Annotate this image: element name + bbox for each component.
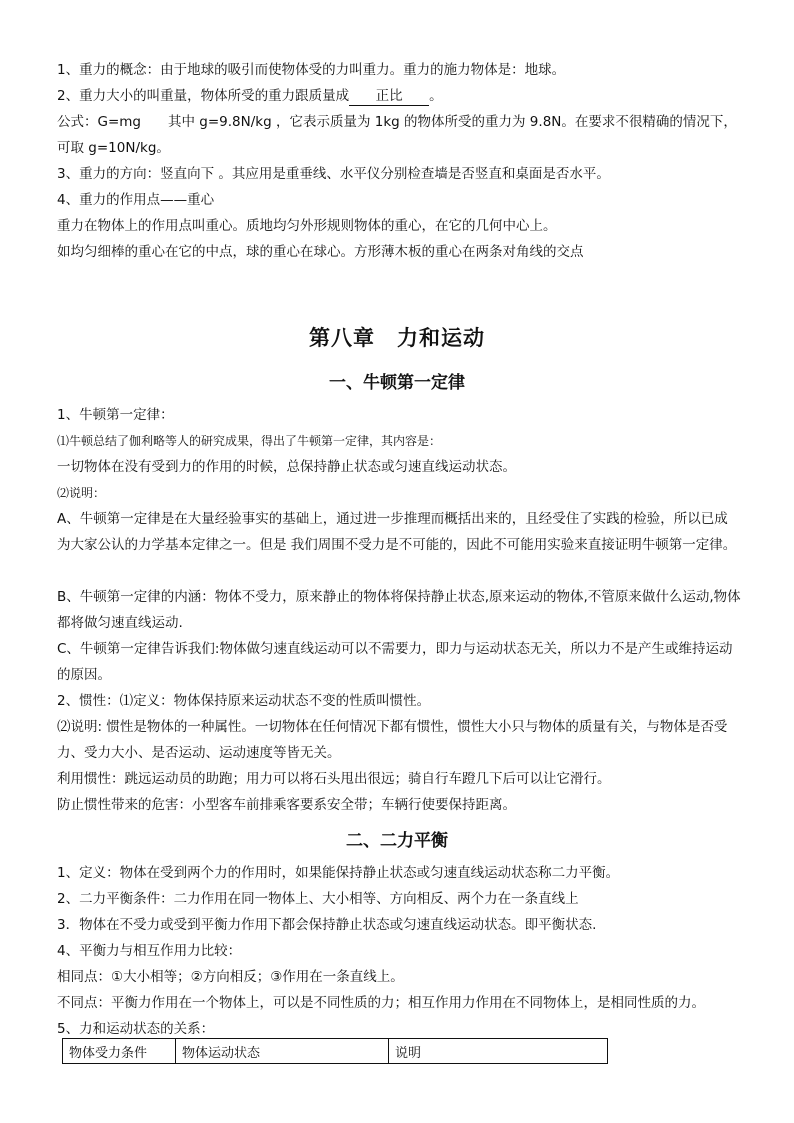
section-title-newton: 一、牛顿第一定律 xyxy=(329,373,465,393)
table-header-cell: 物体运动状态 xyxy=(176,1039,389,1064)
balance-differences: 不同点：平衡力作用在一个物体上，可以是不同性质的力；相互作用力作用在不同物体上，是相同性质的力。 xyxy=(57,995,705,1011)
fill-blank-answer: 正比 xyxy=(349,87,429,106)
gravity-concept: 1、重力的概念：由于地球的吸引而使物体受的力叫重力。重力的施力物体是：地球。 xyxy=(57,62,566,78)
inertia-prevention: 防止惯性带来的危害：小型客车前排乘客要系安全带；车辆行使要保持距离。 xyxy=(57,797,516,813)
force-motion-heading: 5、力和运动状态的关系： xyxy=(57,1021,215,1037)
table-header-cell: 物体受力条件 xyxy=(63,1039,176,1064)
balance-conditions: 2、二力平衡条件：二力作用在同一物体上、大小相等、方向相反、两个力在一条直线上 xyxy=(57,891,579,907)
inertia-use: 利用惯性：跳远运动员的助跑；用力可以将石头甩出很远；骑自行车蹬几下后可以让它滑行。 xyxy=(57,771,611,787)
table-header-row xyxy=(63,1039,608,1064)
force-motion-table xyxy=(62,1038,608,1064)
balance-definition: 1、定义：物体在受到两个力的作用时，如果能保持静止状态或匀速直线运动状态称二力平衡。 xyxy=(57,865,620,881)
balance-state: 3．物体在不受力或受到平衡力作用下都会保持静止状态或匀速直线运动状态。即平衡状态. xyxy=(57,917,597,933)
newton-law-note-heading: ⑵说明： xyxy=(57,486,106,500)
balance-similarities: 相同点：①大小相等；②方向相反；③作用在一条直线上。 xyxy=(57,969,404,985)
newton-law-intro: ⑴牛顿总结了伽利略等人的研究成果，得出了牛顿第一定律，其内容是： xyxy=(57,434,442,448)
gravity-center-heading: 4、重力的作用点——重心 xyxy=(57,192,215,208)
gravity-magnitude xyxy=(57,83,741,109)
chapter-title: 第八章 力和运动 xyxy=(309,325,485,350)
newton-law-note-c: C、牛顿第一定律告诉我们:物体做匀速直线运动可以不需要力，即力与运动状态无关，所以力不是产生或维持运动的原因。 xyxy=(57,641,733,683)
gravity-magnitude-end: 。 xyxy=(429,88,443,104)
newton-law-heading: 1、牛顿第一定律： xyxy=(57,407,174,423)
gravity-formula: 公式：G=mg 其中 g=9.8N/kg ，它表示质量为 1kg 的物体所受的重力为 9.8N。在要求不很精确的情况下，可取 g=10N/kg。 xyxy=(57,114,737,156)
inertia-definition: 2、惯性：⑴定义：物体保持原来运动状态不变的性质叫惯性。 xyxy=(57,693,431,709)
balance-compare-heading: 4、平衡力与相互作用力比较： xyxy=(57,943,242,959)
gravity-center-definition: 重力在物体上的作用点叫重心。质地均匀外形规则物体的重心，在它的几何中心上。 xyxy=(57,218,557,234)
gravity-magnitude-text: 2、重力大小的叫重量，物体所受的重力跟质量成 xyxy=(57,88,350,104)
newton-law-note-b: B、牛顿第一定律的内涵：物体不受力，原来静止的物体将保持静止状态,原来运动的物体,不管原来做什么运动,物体都将做匀速直线运动. xyxy=(57,589,741,631)
inertia-note: ⑵说明: 惯性是物体的一种属性。一切物体在任何情况下都有惯性，惯性大小只与物体的质量有关，与物体是否受力、受力大小、是否运动、运动速度等皆无关。 xyxy=(57,719,728,761)
gravity-direction: 3、重力的方向：竖直向下 。其应用是重垂线、水平仪分别检查墙是否竖直和桌面是否水平。 xyxy=(57,166,610,182)
newton-law-note-a: A、牛顿第一定律是在大量经验事实的基础上，通过进一步推理而概括出来的，且经受住了实践的检验，所以已成为大家公认的力学基本定律之一。但是 我们周围不受力是不可能的，因此不可能用实验来直接证明牛顿第一定律。 xyxy=(57,511,737,553)
table-header-cell: 说明 xyxy=(389,1039,608,1064)
gravity-center-examples: 如均匀细棒的重心在它的中点，球的重心在球心。方形薄木板的重心在两条对角线的交点 xyxy=(57,244,584,260)
newton-law-content: 一切物体在没有受到力的作用的时候，总保持静止状态或匀速直线运动状态。 xyxy=(57,459,516,475)
section-title-balance: 二、二力平衡 xyxy=(346,831,448,851)
